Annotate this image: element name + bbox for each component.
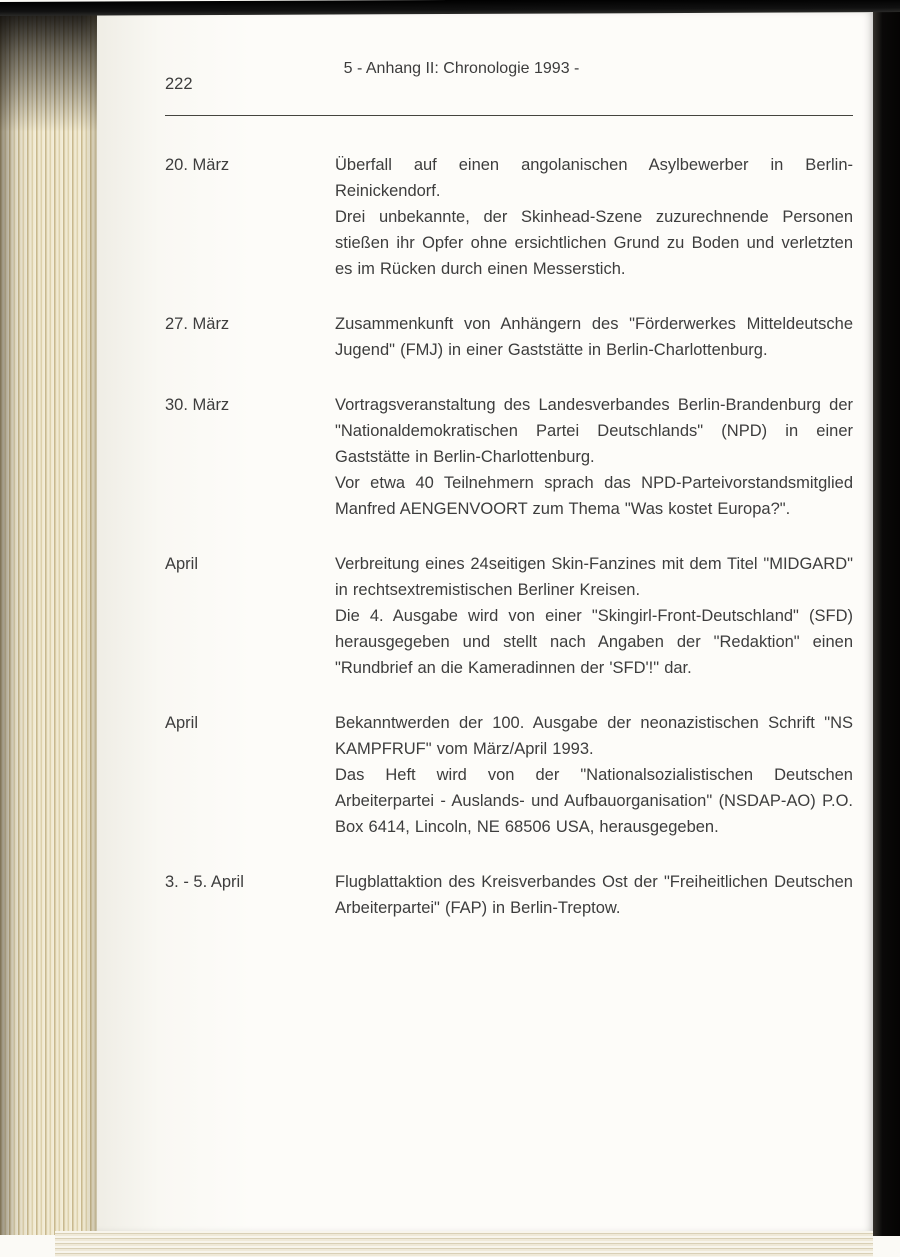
page-number: 222 — [165, 75, 193, 93]
entry-paragraph: Zusammenkunft von Anhängern des "Förderwerkes Mitteldeutsche Jugend" (FMJ) in einer Gaststätte in Berlin-Charlottenburg. — [335, 315, 853, 359]
entry-paragraph: Flugblattaktion des Kreisverbandes Ost der "Freiheitlichen Deutschen Arbeiterpartei" (FAP) in Berlin-Treptow. — [335, 873, 853, 917]
entry-text — [335, 392, 853, 522]
entry-paragraph: Vor etwa 40 Teilnehmern sprach das NPD-Parteivorstandsmitglied Manfred AENGENVOORT zum Thema "Was kostet Europa?". — [335, 474, 853, 518]
entry-paragraph: Die 4. Ausgabe wird von einer "Skingirl-Front-Deutschland" (SFD) herausgegeben und stellt nach Angaben der "Redaktion" einen "Rundbrief an die Kameradinnen der 'SFD'!" dar. — [335, 607, 853, 677]
document-page — [97, 13, 873, 1231]
entry-text — [335, 311, 853, 363]
page-header — [165, 60, 853, 115]
entry-text — [335, 710, 853, 840]
entry-paragraph: Drei unbekannte, der Skinhead-Szene zuzurechnende Personen stießen ihr Opfer ohne ersichtlichen Grund zu Boden und verletzten es im Rücken durch einen Messerstich. — [335, 208, 853, 278]
entry-date: April — [165, 555, 199, 573]
entry-text — [335, 551, 853, 681]
entry-date: 20. März — [165, 156, 230, 174]
chronology-entry — [165, 869, 853, 921]
entry-paragraph: Verbreitung eines 24seitigen Skin-Fanzines mit dem Titel "MIDGARD" in rechtsextremistischen Berliner Kreisen. — [335, 555, 853, 599]
chronology-entry — [165, 551, 853, 681]
entry-date: 27. März — [165, 315, 230, 333]
book-bottom-page-edges — [55, 1231, 873, 1257]
running-header: 5 - Anhang II: Chronologie 1993 - — [343, 60, 580, 77]
chronology-entries — [165, 152, 853, 921]
header-rule — [165, 115, 853, 116]
chronology-entry — [165, 392, 853, 522]
scan-right-edge — [873, 8, 900, 1236]
entry-date: 30. März — [165, 396, 230, 414]
entry-paragraph: Vortragsveranstaltung des Landesverbandes Berlin-Brandenburg der "Nationaldemokratischen Partei Deutschlands" (NPD) in einer Gaststätte in Berlin-Charlottenburg. — [335, 396, 853, 466]
chronology-entry — [165, 710, 853, 840]
entry-date: April — [165, 714, 199, 732]
entry-date: 3. - 5. April — [165, 873, 244, 891]
book-binding-page-edges — [0, 12, 97, 1235]
entry-paragraph: Das Heft wird von der "Nationalsozialistischen Deutschen Arbeiterpartei - Auslands- und Aufbauorganisation" (NSDAP-AO) P.O. Box 6414, Lincoln, NE 68506 USA, herausgegeben. — [335, 766, 853, 836]
chronology-entry — [165, 311, 853, 363]
chronology-entry — [165, 152, 853, 282]
entry-text — [335, 869, 853, 921]
entry-text — [335, 152, 853, 282]
entry-paragraph: Bekanntwerden der 100. Ausgabe der neonazistischen Schrift "NS KAMPFRUF" vom März/April 1993. — [335, 714, 853, 758]
entry-paragraph: Überfall auf einen angolanischen Asylbewerber in Berlin-Reinickendorf. — [335, 156, 853, 200]
